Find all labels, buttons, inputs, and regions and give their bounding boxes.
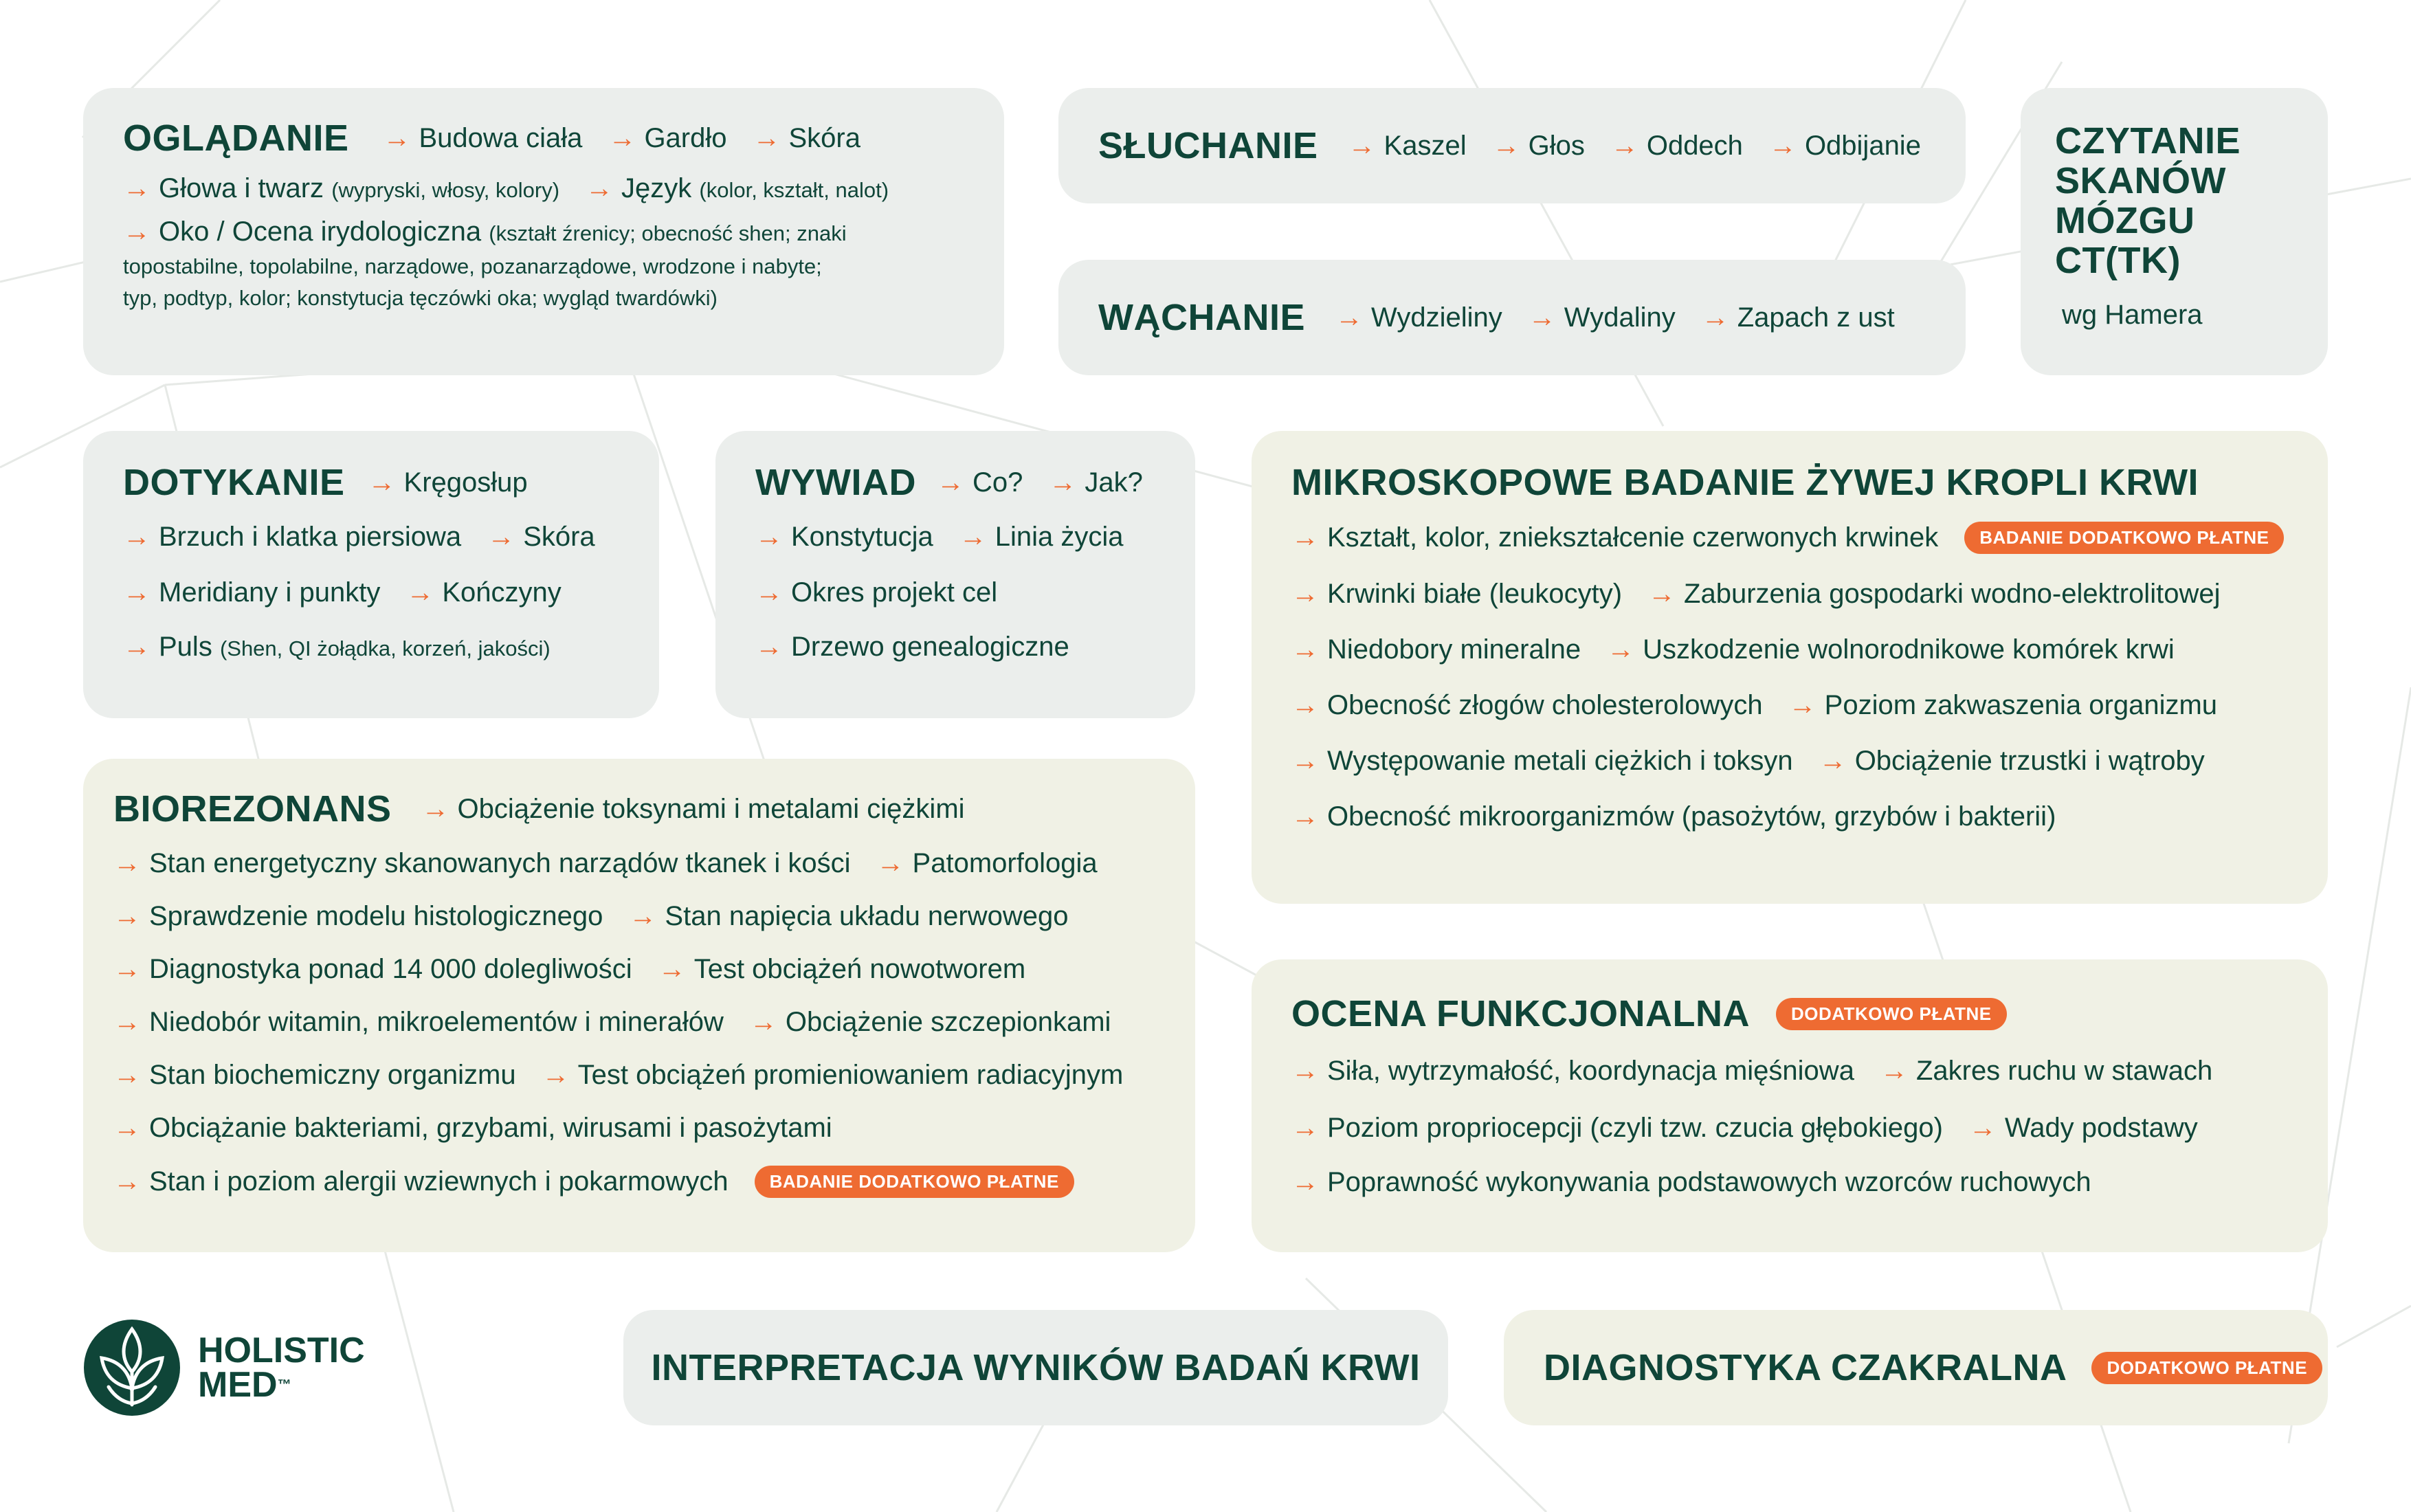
czytanie-line2: SKANÓW xyxy=(2055,160,2226,201)
ogladanie-item: → Budowa ciała xyxy=(383,122,583,153)
wywiad-item: → Konstytucja xyxy=(755,522,933,552)
sluchanie-item: → Odbijanie xyxy=(1768,130,1921,161)
biorezonans-item: → Obciążanie bakteriami, grzybami, wirusami i pasożytami xyxy=(113,1113,832,1143)
wachanie-title: WĄCHANIE xyxy=(1098,297,1305,338)
czytanie-line4: CT(TK) xyxy=(2055,240,2181,281)
mikroskopowe-badge: BADANIE DODATKOWO PŁATNE xyxy=(1964,522,2284,554)
ocena-badge: DODATKOWO PŁATNE xyxy=(1776,998,2007,1030)
wywiad-item: → Drzewo genealogiczne xyxy=(755,632,1069,662)
czytanie-line1: CZYTANIE xyxy=(2055,120,2241,162)
mikroskopowe-item: → Kształt, kolor, zniekształcenie czerwonych krwinek xyxy=(1291,522,1939,553)
card-dotykanie xyxy=(83,431,659,718)
biorezonans-item: → Test obciążeń promieniowaniem radiacyjnym xyxy=(542,1060,1124,1090)
ogladanie-item: → Skóra xyxy=(753,122,860,153)
biorezonans-badge: BADANIE DODATKOWO PŁATNE xyxy=(755,1166,1074,1198)
logo-line1: HOLISTIC xyxy=(198,1331,365,1370)
wywiad-item: → Okres projekt cel xyxy=(755,577,998,608)
sluchanie-item: → Kaszel xyxy=(1348,130,1467,161)
ogladanie-oko-note2: topostabilne, topolabilne, narządowe, pozanarządowe, wrodzone i nabyte; xyxy=(123,254,822,278)
wywiad-item: → Co? xyxy=(936,467,1023,498)
holistic-med-logo xyxy=(81,1316,397,1419)
wachanie-item: → Zapach z ust xyxy=(1701,302,1895,333)
mikroskopowe-item: → Obecność mikroorganizmów (pasożytów, grzybów i bakterii) xyxy=(1291,801,2056,832)
dotykanie-title: DOTYKANIE xyxy=(123,462,345,503)
mikroskopowe-item: → Występowanie metali ciężkich i toksyn xyxy=(1291,746,1793,776)
biorezonans-item: → Obciążenie toksynami i metalami ciężkimi xyxy=(421,793,965,824)
wywiad-item: → Linia życia xyxy=(959,522,1124,552)
biorezonans-item: → Niedobór witamin, mikroelementów i minerałów xyxy=(113,1007,724,1037)
czytanie-line3: MÓZGU xyxy=(2055,200,2195,241)
card-czytanie xyxy=(2021,88,2328,375)
dotykanie-item: → Skóra xyxy=(487,522,595,552)
ocena-item: → Poziom propriocepcji (czyli tzw. czucia głębokiego) xyxy=(1291,1113,1943,1143)
card-interpretacja xyxy=(623,1310,1448,1425)
ogladanie-jezyk: → Język (kolor, kształt, nalot) xyxy=(586,173,889,203)
biorezonans-item: → Sprawdzenie modelu histologicznego xyxy=(113,901,603,931)
biorezonans-item: → Patomorfologia xyxy=(876,848,1098,878)
biorezonans-item: → Test obciążeń nowotworem xyxy=(658,954,1026,984)
sluchanie-title: SŁUCHANIE xyxy=(1098,125,1318,166)
sluchanie-item: → Głos xyxy=(1492,130,1585,161)
ocena-item: → Siła, wytrzymałość, koordynacja mięśniowa xyxy=(1291,1056,1854,1086)
logo-line2-wrap: MED™ xyxy=(198,1365,291,1405)
mikroskopowe-item: → Poziom zakwaszenia organizmu xyxy=(1788,690,2218,720)
biorezonans-item: → Stan biochemiczny organizmu xyxy=(113,1060,516,1090)
mikroskopowe-item: → Krwinki białe (leukocyty) xyxy=(1291,579,1623,609)
biorezonans-title: BIOREZONANS xyxy=(113,788,392,830)
card-czakralna xyxy=(1504,1310,2328,1425)
ogladanie-oko-note3: typ, podtyp, kolor; konstytucja tęczówki oka; wygląd twardówki) xyxy=(123,286,718,310)
biorezonans-item: → Stan energetyczny skanowanych narządów tkanek i kości xyxy=(113,848,851,878)
wywiad-item: → Jak? xyxy=(1049,467,1143,498)
biorezonans-item: → Obciążenie szczepionkami xyxy=(749,1007,1111,1037)
ogladanie-title: OGLĄDANIE xyxy=(123,118,349,159)
czytanie-subtitle: wg Hamera xyxy=(2062,300,2203,330)
wywiad-title: WYWIAD xyxy=(755,462,916,503)
biorezonans-item: → Stan i poziom alergii wziewnych i pokarmowych xyxy=(113,1166,729,1197)
dotykanie-item: → Brzuch i klatka piersiowa xyxy=(123,522,462,552)
ogladanie-glowa: → Głowa i twarz (wypryski, włosy, kolory) xyxy=(123,173,560,203)
leaf-logo-icon xyxy=(81,1317,183,1419)
biorezonans-item: → Diagnostyka ponad 14 000 dolegliwości xyxy=(113,954,632,984)
dotykanie-item: → Kręgosłup xyxy=(368,467,528,498)
czakralna-badge: DODATKOWO PŁATNE xyxy=(2091,1352,2322,1384)
ogladanie-oko: → Oko / Ocena irydologiczna (kształt źrenicy; obecność shen; znaki xyxy=(123,216,847,247)
card-sluchanie xyxy=(1058,88,1966,203)
mikroskopowe-title: MIKROSKOPOWE BADANIE ŻYWEJ KROPLI KRWI xyxy=(1291,462,2199,503)
mikroskopowe-item: → Zaburzenia gospodarki wodno-elektrolitowej xyxy=(1648,579,2221,609)
mikroskopowe-item: → Uszkodzenie wolnorodnikowe komórek krwi xyxy=(1607,634,2175,665)
dotykanie-item: → Kończyny xyxy=(406,577,562,608)
card-ogladanie xyxy=(83,88,1004,375)
card-wywiad xyxy=(715,431,1195,718)
sluchanie-item: → Oddech xyxy=(1610,130,1743,161)
card-ocena xyxy=(1252,959,2328,1252)
wachanie-item: → Wydaliny xyxy=(1528,302,1676,333)
ocena-title: OCENA FUNKCJONALNA xyxy=(1291,993,1750,1034)
ocena-item: → Poprawność wykonywania podstawowych wzorców ruchowych xyxy=(1291,1167,2091,1197)
ocena-item: → Zakres ruchu w stawach xyxy=(1880,1056,2213,1086)
card-wachanie xyxy=(1058,260,1966,375)
mikroskopowe-item: → Obecność złogów cholesterolowych xyxy=(1291,690,1763,720)
card-mikroskopowe xyxy=(1252,431,2328,904)
wachanie-item: → Wydzieliny xyxy=(1335,302,1502,333)
ogladanie-item: → Gardło xyxy=(608,122,727,153)
interpretacja-title: INTERPRETACJA WYNIKÓW BADAŃ KRWI xyxy=(651,1347,1421,1388)
card-biorezonans xyxy=(83,759,1195,1252)
ocena-item: → Wady podstawy xyxy=(1968,1113,2198,1143)
dotykanie-item: → Meridiany i punkty xyxy=(123,577,381,608)
mikroskopowe-item: → Niedobory mineralne xyxy=(1291,634,1581,665)
mikroskopowe-item: → Obciążenie trzustki i wątroby xyxy=(1819,746,2205,776)
biorezonans-item: → Stan napięcia układu nerwowego xyxy=(629,901,1069,931)
dotykanie-puls: → Puls (Shen, QI żołądka, korzeń, jakości) xyxy=(123,632,551,662)
czakralna-title: DIAGNOSTYKA CZAKRALNA xyxy=(1544,1347,2067,1388)
